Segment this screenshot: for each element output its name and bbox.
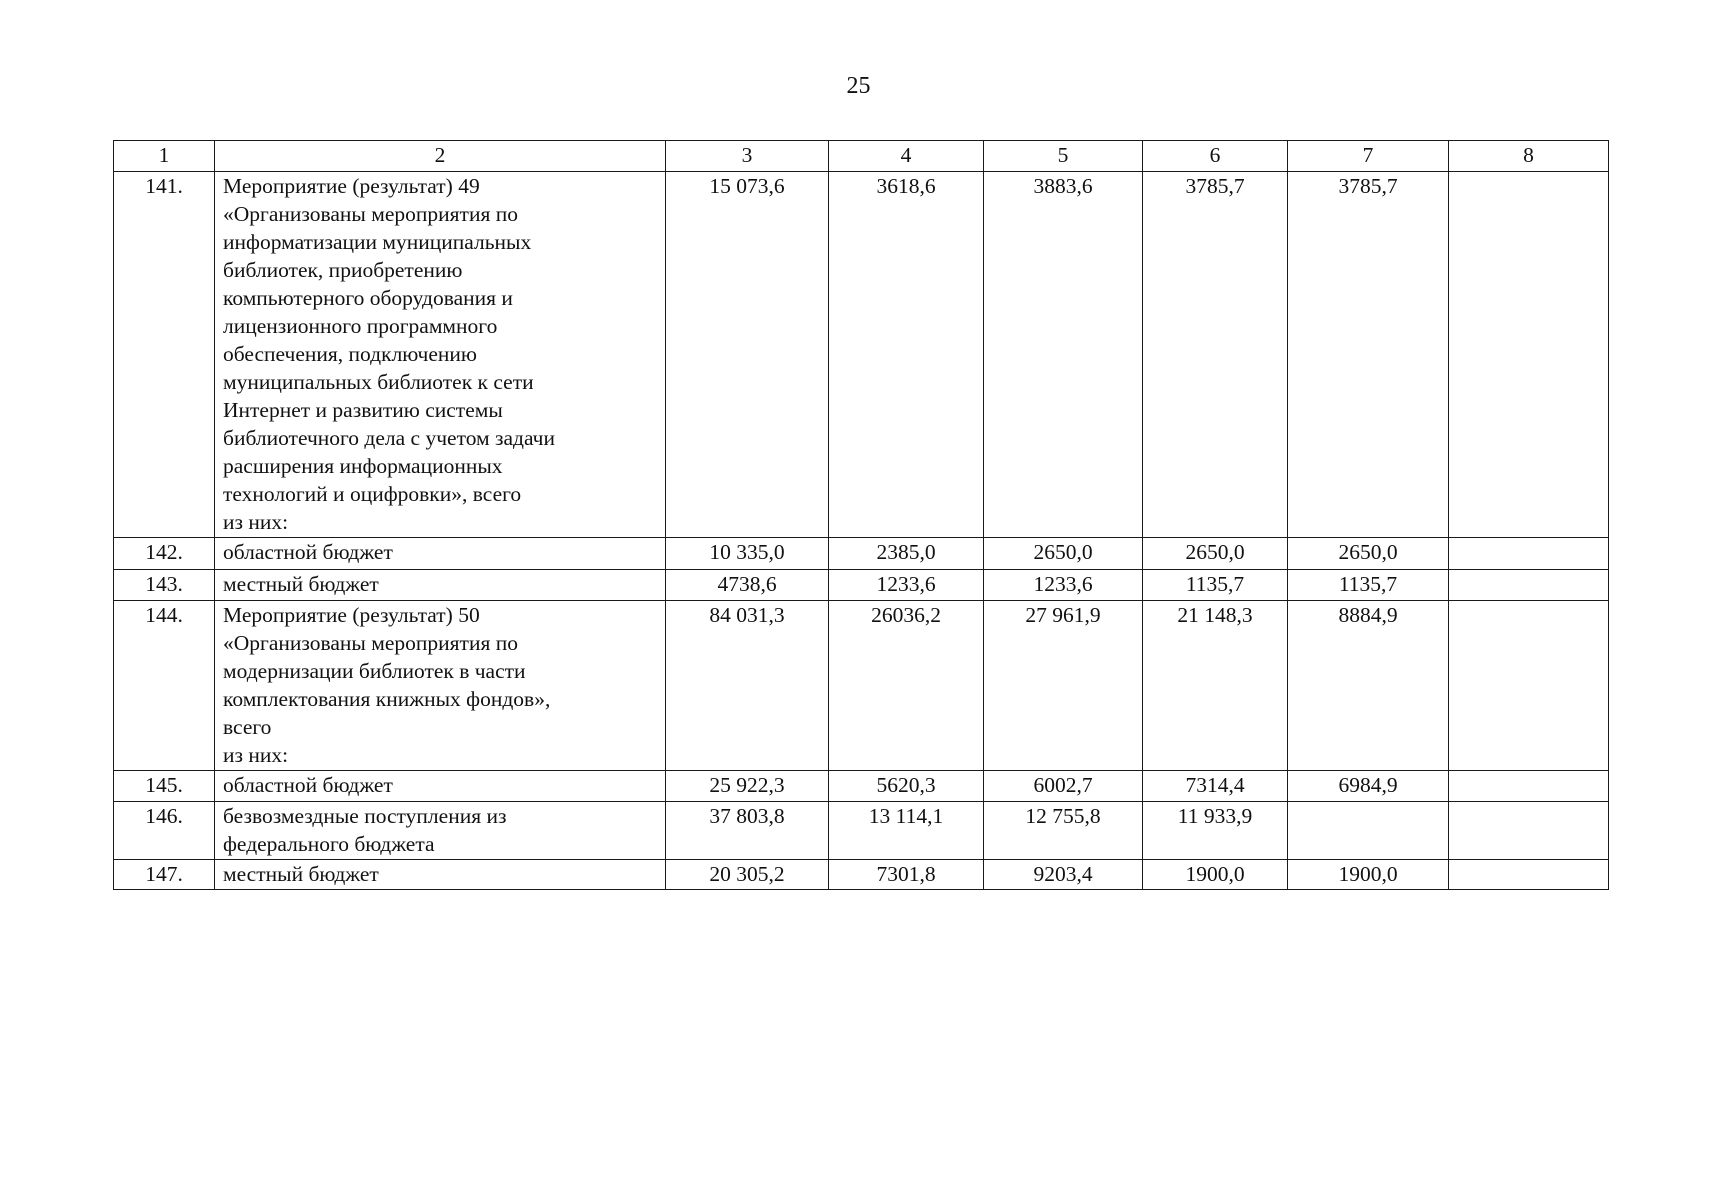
row-name-line: безвозмездные поступления из (223, 804, 507, 828)
value-cell: 10 335,0 (666, 538, 829, 570)
row-name (215, 172, 666, 538)
value-cell (1449, 860, 1609, 890)
row-number: 143. (114, 570, 215, 601)
row-name-line: обеспечения, подключению (223, 342, 477, 366)
row-name-line: «Организованы мероприятия по (223, 631, 518, 655)
column-header: 7 (1288, 141, 1449, 172)
row-number: 144. (114, 601, 215, 771)
table-row (114, 601, 1609, 771)
row-name (215, 601, 666, 771)
row-name-line: расширения информационных (223, 454, 503, 478)
value-cell: 7301,8 (829, 860, 984, 890)
value-cell (1288, 802, 1449, 860)
row-number: 145. (114, 771, 215, 802)
row-name-line: муниципальных библиотек к сети (223, 370, 534, 394)
column-header: 4 (829, 141, 984, 172)
value-cell: 37 803,8 (666, 802, 829, 860)
row-name-line: «Организованы мероприятия по (223, 202, 518, 226)
value-cell (1449, 570, 1609, 601)
table-row (114, 538, 1609, 570)
column-header: 2 (215, 141, 666, 172)
row-name (215, 570, 666, 601)
table-row (114, 771, 1609, 802)
value-cell: 11 933,9 (1143, 802, 1288, 860)
value-cell: 12 755,8 (984, 802, 1143, 860)
row-name (215, 538, 666, 570)
row-name-line: федерального бюджета (223, 832, 435, 856)
value-cell: 27 961,9 (984, 601, 1143, 771)
value-cell (1449, 802, 1609, 860)
value-cell: 1135,7 (1143, 570, 1288, 601)
value-cell: 2650,0 (1288, 538, 1449, 570)
table-row (114, 570, 1609, 601)
row-name (215, 860, 666, 890)
row-name-line: комплектования книжных фондов», (223, 687, 551, 711)
value-cell: 1135,7 (1288, 570, 1449, 601)
value-cell: 1900,0 (1143, 860, 1288, 890)
value-cell: 6984,9 (1288, 771, 1449, 802)
header-row (114, 141, 1609, 172)
value-cell: 6002,7 (984, 771, 1143, 802)
value-cell: 1233,6 (984, 570, 1143, 601)
value-cell: 1233,6 (829, 570, 984, 601)
value-cell: 3785,7 (1143, 172, 1288, 538)
value-cell: 9203,4 (984, 860, 1143, 890)
value-cell: 2650,0 (1143, 538, 1288, 570)
value-cell: 7314,4 (1143, 771, 1288, 802)
column-header: 5 (984, 141, 1143, 172)
value-cell: 20 305,2 (666, 860, 829, 890)
value-cell: 3785,7 (1288, 172, 1449, 538)
value-cell: 2650,0 (984, 538, 1143, 570)
value-cell: 25 922,3 (666, 771, 829, 802)
value-cell: 26036,2 (829, 601, 984, 771)
value-cell: 3618,6 (829, 172, 984, 538)
value-cell: 8884,9 (1288, 601, 1449, 771)
table-row (114, 860, 1609, 890)
row-name-line: областной бюджет (223, 773, 393, 797)
row-name-line: из них: (223, 510, 289, 534)
row-name-line: из них: (223, 743, 289, 767)
column-header: 1 (114, 141, 215, 172)
value-cell (1449, 771, 1609, 802)
row-number: 147. (114, 860, 215, 890)
value-cell: 3883,6 (984, 172, 1143, 538)
row-name-line: библиотек, приобретению (223, 258, 463, 282)
row-name (215, 771, 666, 802)
value-cell: 4738,6 (666, 570, 829, 601)
row-name-line: информатизации муниципальных (223, 230, 532, 254)
row-name-line: местный бюджет (223, 572, 379, 596)
row-name-line: Интернет и развитию системы (223, 398, 503, 422)
value-cell (1449, 601, 1609, 771)
column-header: 3 (666, 141, 829, 172)
table-row (114, 802, 1609, 860)
value-cell: 2385,0 (829, 538, 984, 570)
row-name-line: технологий и оцифровки», всего (223, 482, 522, 506)
value-cell: 13 114,1 (829, 802, 984, 860)
row-name-line: библиотечного дела с учетом задачи (223, 426, 555, 450)
value-cell: 15 073,6 (666, 172, 829, 538)
budget-table (113, 140, 1609, 890)
row-name-line: местный бюджет (223, 862, 379, 886)
row-name-line: модернизации библиотек в части (223, 659, 526, 683)
page-number: 25 (846, 73, 871, 99)
value-cell: 84 031,3 (666, 601, 829, 771)
row-name-line: лицензионного программного (223, 314, 498, 338)
column-header: 8 (1449, 141, 1609, 172)
row-name (215, 802, 666, 860)
row-name-line: компьютерного оборудования и (223, 286, 513, 310)
value-cell (1449, 538, 1609, 570)
value-cell: 1900,0 (1288, 860, 1449, 890)
value-cell: 21 148,3 (1143, 601, 1288, 771)
column-header: 6 (1143, 141, 1288, 172)
row-name-line: областной бюджет (223, 540, 393, 564)
row-name-line: Мероприятие (результат) 49 (223, 174, 480, 198)
row-number: 141. (114, 172, 215, 538)
row-name-line: всего (223, 715, 272, 739)
row-number: 142. (114, 538, 215, 570)
value-cell: 5620,3 (829, 771, 984, 802)
table-row (114, 172, 1609, 538)
row-number: 146. (114, 802, 215, 860)
value-cell (1449, 172, 1609, 538)
row-name-line: Мероприятие (результат) 50 (223, 603, 480, 627)
